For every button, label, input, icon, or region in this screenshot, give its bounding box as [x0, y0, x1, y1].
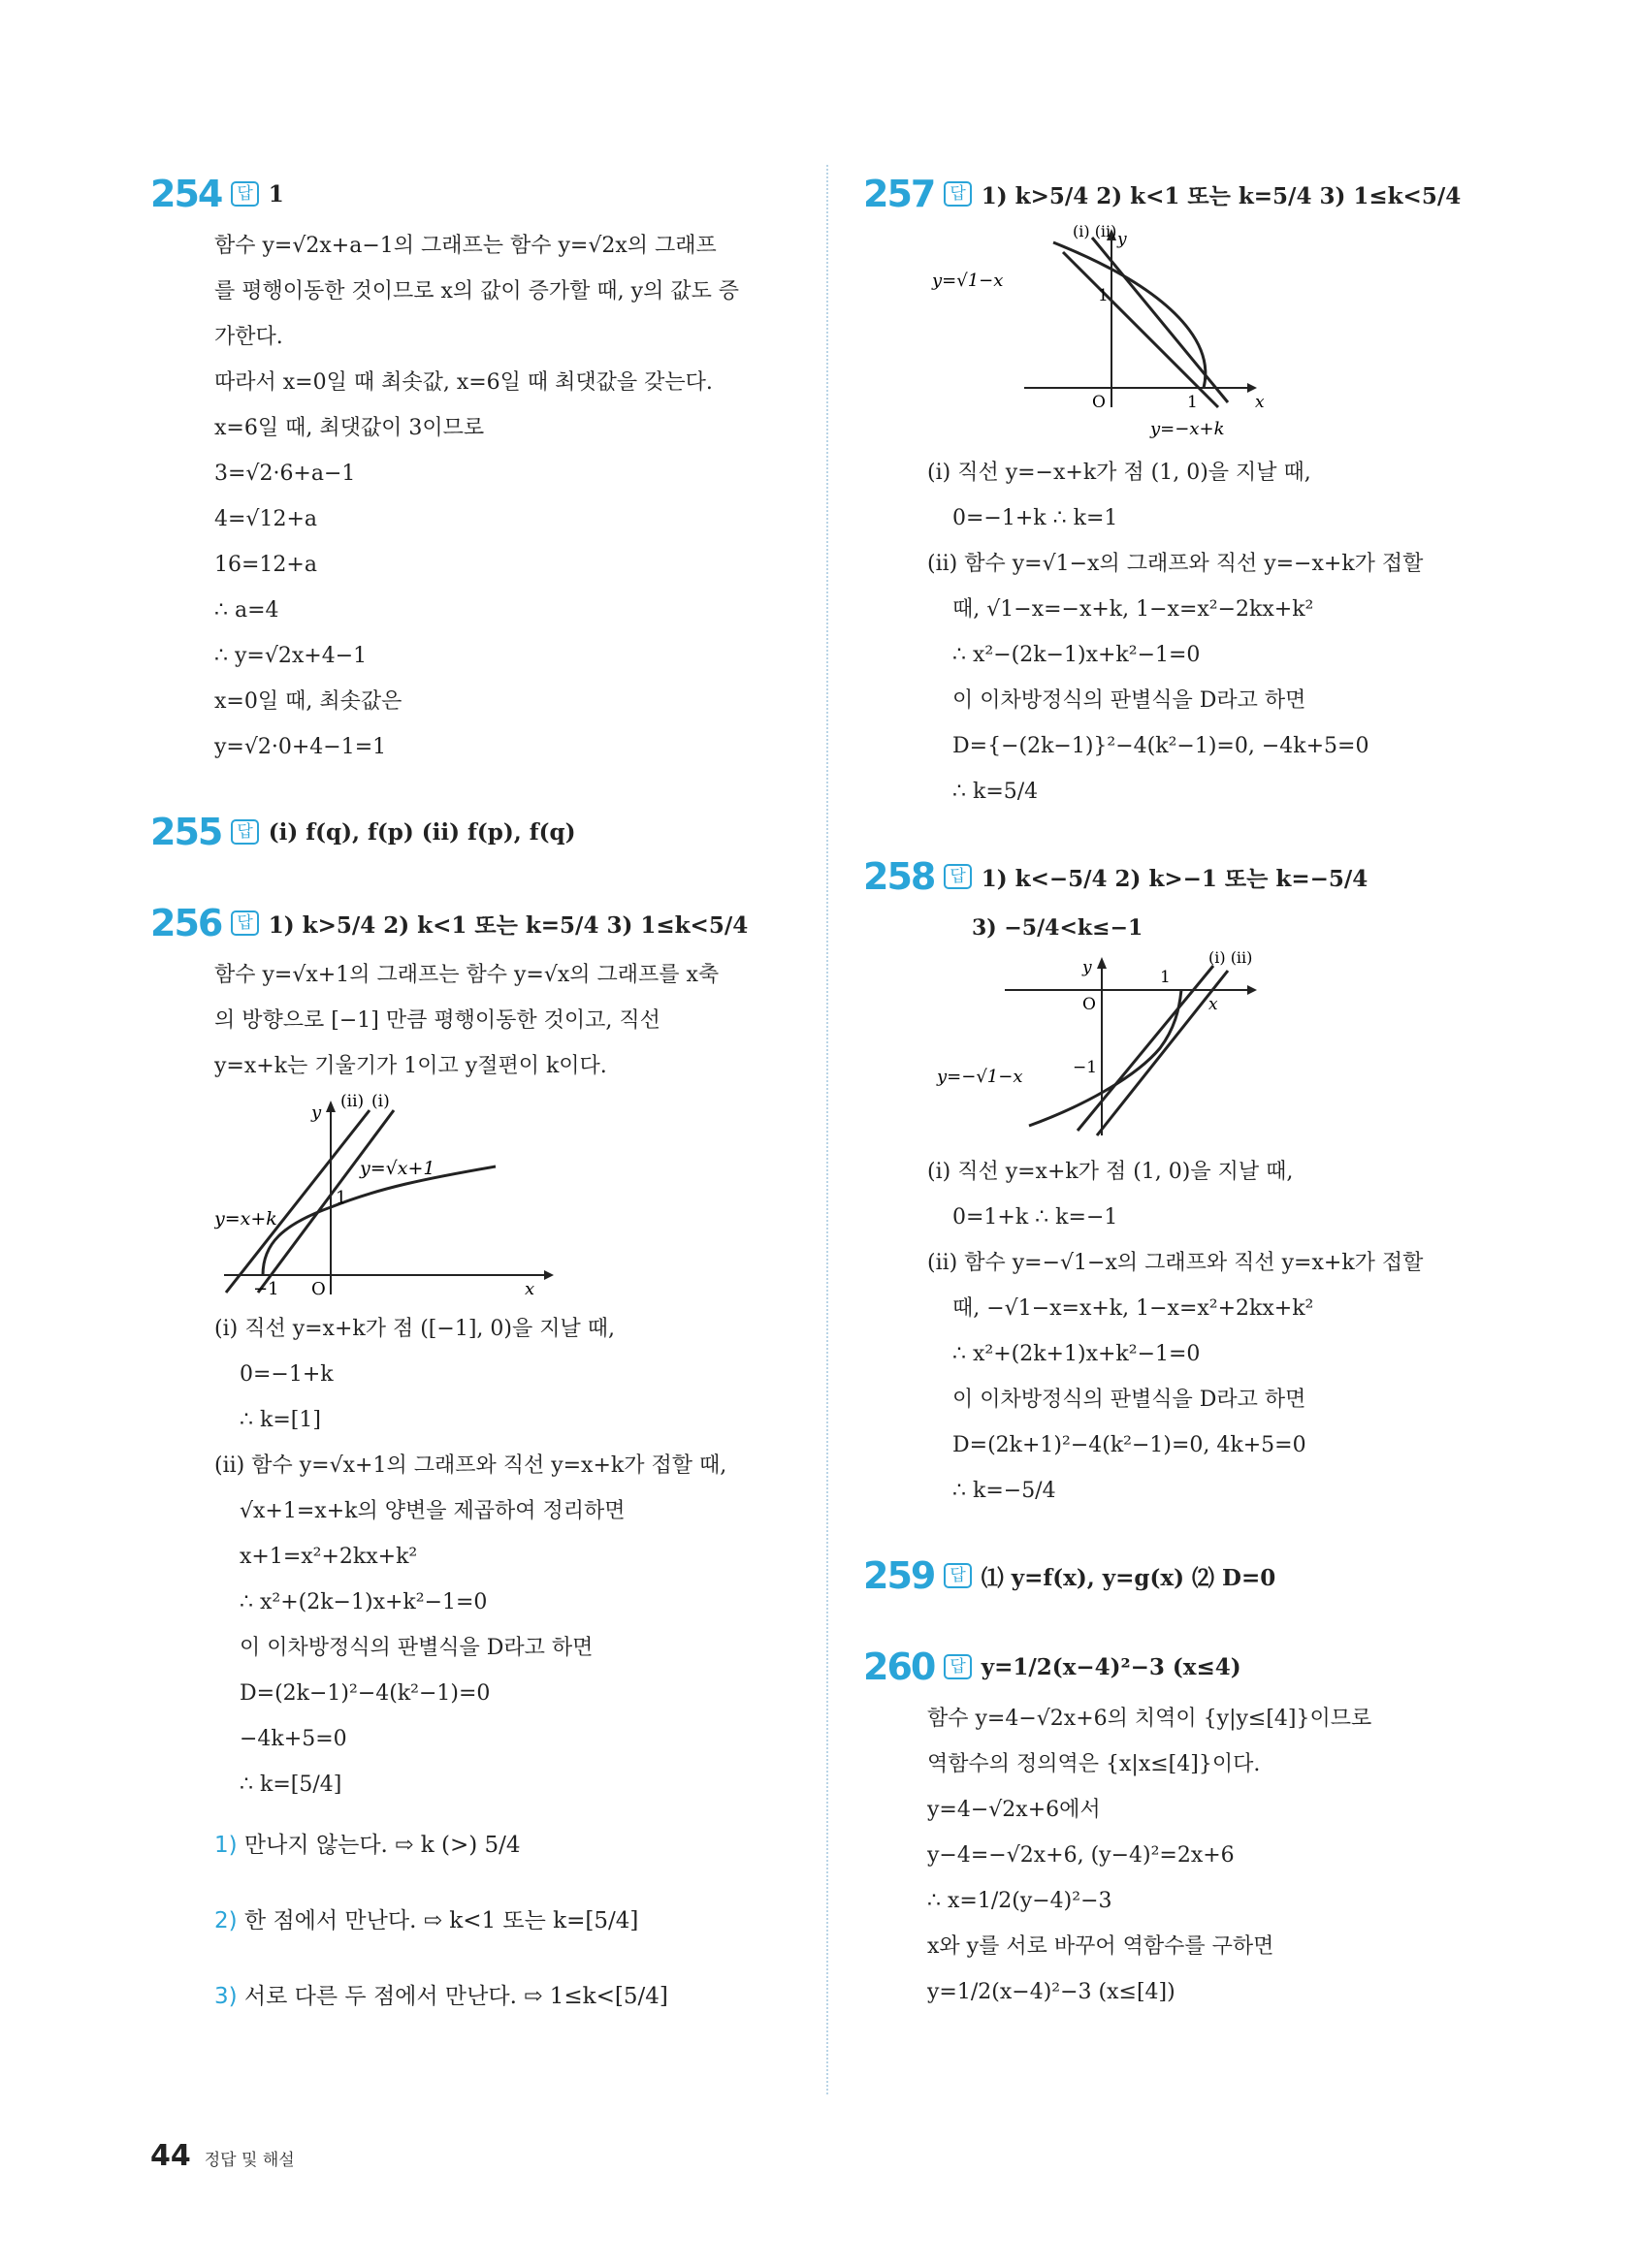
x-label: x [1255, 393, 1265, 412]
answer-text: 1) k<−5/4 2) k>−1 또는 k=−5/4 [981, 865, 1368, 892]
solution-line: y=1/2(x−4)²−3 (x≤[4]) [927, 1980, 1175, 2004]
item-text: 만나지 않는다. ⇨ k (>) 5/4 [243, 1833, 521, 1858]
solution-line: y=x+k는 기울기가 1이고 y절편이 k이다. [214, 1054, 607, 1078]
answer-continued: 3) −5/4<k≤−1 [972, 915, 1143, 941]
answer-tag: 답 [944, 181, 971, 207]
graph-256-svg [214, 1089, 563, 1302]
answer-text: 1) k>5/4 2) k<1 또는 k=5/4 3) 1≤k<5/4 [981, 182, 1462, 209]
solution-line: (i) 직선 y=x+k가 점 ([−1], 0)을 지날 때, [214, 1317, 615, 1341]
solution-line: (i) 직선 y=−x+k가 점 (1, 0)을 지날 때, [927, 461, 1311, 485]
tick-neg-one: −1 [253, 1279, 279, 1299]
solution-line: √x+1=x+k의 양변을 제곱하여 정리하면 [240, 1499, 626, 1523]
problem-header [863, 847, 1523, 906]
item-text: 한 점에서 만난다. ⇨ k<1 또는 k=[5/4] [243, 1908, 639, 1933]
solution-line: ∴ x=1/2(y−4)²−3 [927, 1889, 1112, 1913]
solution-line: 이 이차방정식의 판별식을 D라고 하면 [952, 1388, 1306, 1412]
solution-line: D={−(2k−1)}²−4(k²−1)=0, −4k+5=0 [952, 734, 1369, 758]
solution-line: 0=1+k ∴ k=−1 [952, 1205, 1118, 1230]
x-label: x [1208, 995, 1218, 1014]
solution-line: ∴ y=√2x+4−1 [214, 644, 368, 668]
page-footer [150, 2139, 295, 2173]
problem-header [150, 165, 810, 223]
tick-one: 1 [1160, 968, 1171, 987]
label-i-ii: (i) (ii) [1208, 951, 1253, 967]
answer-tag: 답 [231, 910, 258, 936]
origin-label: O [311, 1279, 326, 1299]
line-ii [258, 1110, 394, 1293]
problem-header [150, 894, 810, 952]
solution-line: ∴ x²+(2k−1)x+k²−1=0 [240, 1590, 488, 1614]
tick-one-x: 1 [1187, 393, 1198, 412]
solution-line: (ii) 함수 y=−√1−x의 그래프와 직선 y=x+k가 접할 [927, 1251, 1424, 1275]
y-label: y [1082, 958, 1092, 977]
problem-number: 259 [863, 1554, 935, 1597]
solution-line: 의 방향으로 [−1] 만큼 평행이동한 것이고, 직선 [214, 1008, 660, 1033]
solution-line: y=4−√2x+6에서 [927, 1798, 1101, 1822]
solution-line: 0=−1+k ∴ k=1 [952, 506, 1118, 530]
line-label: y=−x+k [1150, 419, 1225, 439]
answer-tag: 답 [944, 864, 971, 889]
y-label: y [1117, 230, 1127, 249]
problem-258 [863, 847, 1523, 1514]
condition-item [150, 1807, 810, 1883]
problem-header [863, 1547, 1523, 1605]
problem-number: 255 [150, 811, 222, 853]
solution-line: x+1=x²+2kx+k² [240, 1545, 418, 1569]
solution-line: 이 이차방정식의 판별식을 D라고 하면 [952, 688, 1306, 713]
x-axis-arrow [1247, 985, 1257, 995]
solution-line: ∴ x²−(2k−1)x+k²−1=0 [952, 643, 1201, 667]
solution-line: −4k+5=0 [240, 1727, 347, 1751]
solution-line: 때, −√1−x=x+k, 1−x=x²+2kx+k² [952, 1296, 1314, 1321]
solution-line: ∴ x²+(2k+1)x+k²−1=0 [952, 1342, 1201, 1366]
problem-number: 260 [863, 1645, 935, 1688]
answer-tag: 답 [231, 181, 258, 207]
page-number: 44 [150, 2139, 191, 2173]
solution-line: ∴ k=−5/4 [952, 1479, 1056, 1503]
problem-255 [150, 803, 810, 861]
graph-258 [927, 951, 1523, 1149]
solution-line: (ii) 함수 y=√x+1의 그래프와 직선 y=x+k가 접할 때, [214, 1453, 727, 1478]
solution-line: 0=−1+k [240, 1362, 334, 1387]
condition-item [150, 1883, 810, 1959]
answer-text: ⑴ y=f(x), y=g(x) ⑵ D=0 [981, 1564, 1276, 1591]
solution-line: 4=√12+a [214, 507, 317, 531]
solution-line: D=(2k+1)²−4(k²−1)=0, 4k+5=0 [952, 1433, 1306, 1457]
problem-257 [863, 165, 1523, 815]
graph-257-svg [927, 223, 1276, 446]
column-divider [826, 165, 828, 2094]
x-axis-arrow [544, 1270, 554, 1280]
solution-line: 함수 y=√x+1의 그래프는 함수 y=√x의 그래프를 x축 [214, 963, 720, 987]
x-label: x [525, 1279, 535, 1299]
condition-item [150, 1959, 810, 2034]
answer-text: 1 [268, 180, 284, 208]
graph-257 [927, 223, 1523, 450]
origin-label: O [1092, 393, 1106, 412]
problem-number: 254 [150, 173, 222, 215]
problem-header [150, 803, 810, 861]
solution-line: ∴ a=4 [214, 598, 279, 623]
solution-line: 따라서 x=0일 때 최솟값, x=6일 때 최댓값을 갖는다. [214, 370, 713, 395]
solution-line: x와 y를 서로 바꾸어 역함수를 구하면 [927, 1934, 1274, 1959]
right-column [863, 165, 1523, 2048]
solution-line: ∴ k=[1] [240, 1408, 321, 1432]
curve-label: y=√1−x [932, 271, 1004, 291]
solution-line: 16=12+a [214, 553, 317, 577]
footer-title: 정답 및 해설 [204, 2151, 295, 2170]
y-label: y [311, 1102, 322, 1123]
label-i: (i) [371, 1092, 390, 1111]
problem-260 [863, 1638, 1523, 2015]
curve-label: y=√x+1 [360, 1158, 435, 1179]
line-label: y=x+k [214, 1208, 277, 1230]
tick-one-y: 1 [1098, 286, 1109, 305]
label-i-ii: (i) (ii) [1073, 223, 1117, 240]
line-ii [1063, 252, 1218, 407]
solution-line: 를 평행이동한 것이므로 x의 값이 증가할 때, y의 값도 증 [214, 279, 740, 303]
tick-one: 1 [336, 1188, 347, 1208]
solution-line: 3=√2·6+a−1 [214, 462, 356, 486]
problem-256 [150, 894, 810, 2034]
graph-258-svg [927, 951, 1276, 1145]
item-number: 2) [214, 1908, 238, 1933]
answer-text: 1) k>5/4 2) k<1 또는 k=5/4 3) 1≤k<5/4 [268, 911, 749, 939]
item-number: 3) [214, 1984, 238, 2009]
problem-254 [150, 165, 810, 770]
graph-256 [214, 1089, 810, 1306]
answer-text: (i) f(q), f(p) (ii) f(p), f(q) [268, 818, 576, 846]
sqrt-curve [263, 1166, 496, 1275]
y-axis-arrow [1097, 957, 1107, 969]
curve-label: y=−√1−x [937, 1067, 1023, 1087]
answer-tag: 답 [944, 1654, 971, 1679]
solution-line: x=6일 때, 최댓값이 3이므로 [214, 416, 485, 440]
answer-tag: 답 [231, 819, 258, 845]
answer-text: y=1/2(x−4)²−3 (x≤4) [981, 1653, 1241, 1680]
answer-tag: 답 [944, 1563, 971, 1588]
solution-line: (i) 직선 y=x+k가 점 (1, 0)을 지날 때, [927, 1160, 1294, 1184]
solution-line: 역함수의 정의역은 {x|x≤[4]}이다. [927, 1752, 1261, 1776]
problem-number: 258 [863, 855, 935, 898]
solution-line: 이 이차방정식의 판별식을 D라고 하면 [240, 1636, 594, 1660]
x-axis-arrow [1247, 383, 1257, 393]
tick-neg-one: −1 [1073, 1058, 1098, 1077]
problem-number: 257 [863, 173, 935, 215]
solution-line: x=0일 때, 최솟값은 [214, 689, 402, 714]
item-number: 1) [214, 1833, 238, 1858]
solution-line: 함수 y=√2x+a−1의 그래프는 함수 y=√2x의 그래프 [214, 234, 717, 258]
solution-line: ∴ k=5/4 [952, 780, 1039, 804]
y-axis-arrow [326, 1101, 336, 1112]
solution-line: y−4=−√2x+6, (y−4)²=2x+6 [927, 1843, 1235, 1868]
left-column [150, 165, 810, 2067]
solution-line: (ii) 함수 y=√1−x의 그래프와 직선 y=−x+k가 접할 [927, 552, 1424, 576]
solution-line: 가한다. [214, 325, 283, 349]
solution-line: D=(2k−1)²−4(k²−1)=0 [240, 1681, 491, 1706]
problem-259 [863, 1547, 1523, 1605]
origin-label: O [1082, 995, 1096, 1014]
solution-line: y=√2·0+4−1=1 [214, 735, 387, 759]
label-ii: (ii) [340, 1092, 365, 1111]
problem-header [863, 165, 1523, 223]
solution-line: 함수 y=4−√2x+6의 치역이 {y|y≤[4]}이므로 [927, 1707, 1372, 1731]
item-text: 서로 다른 두 점에서 만난다. ⇨ 1≤k<[5/4] [243, 1984, 668, 2009]
problem-header [863, 1638, 1523, 1696]
problem-number: 256 [150, 902, 222, 944]
solution-line: ∴ k=[5/4] [240, 1773, 342, 1797]
solution-line: 때, √1−x=−x+k, 1−x=x²−2kx+k² [952, 597, 1314, 622]
